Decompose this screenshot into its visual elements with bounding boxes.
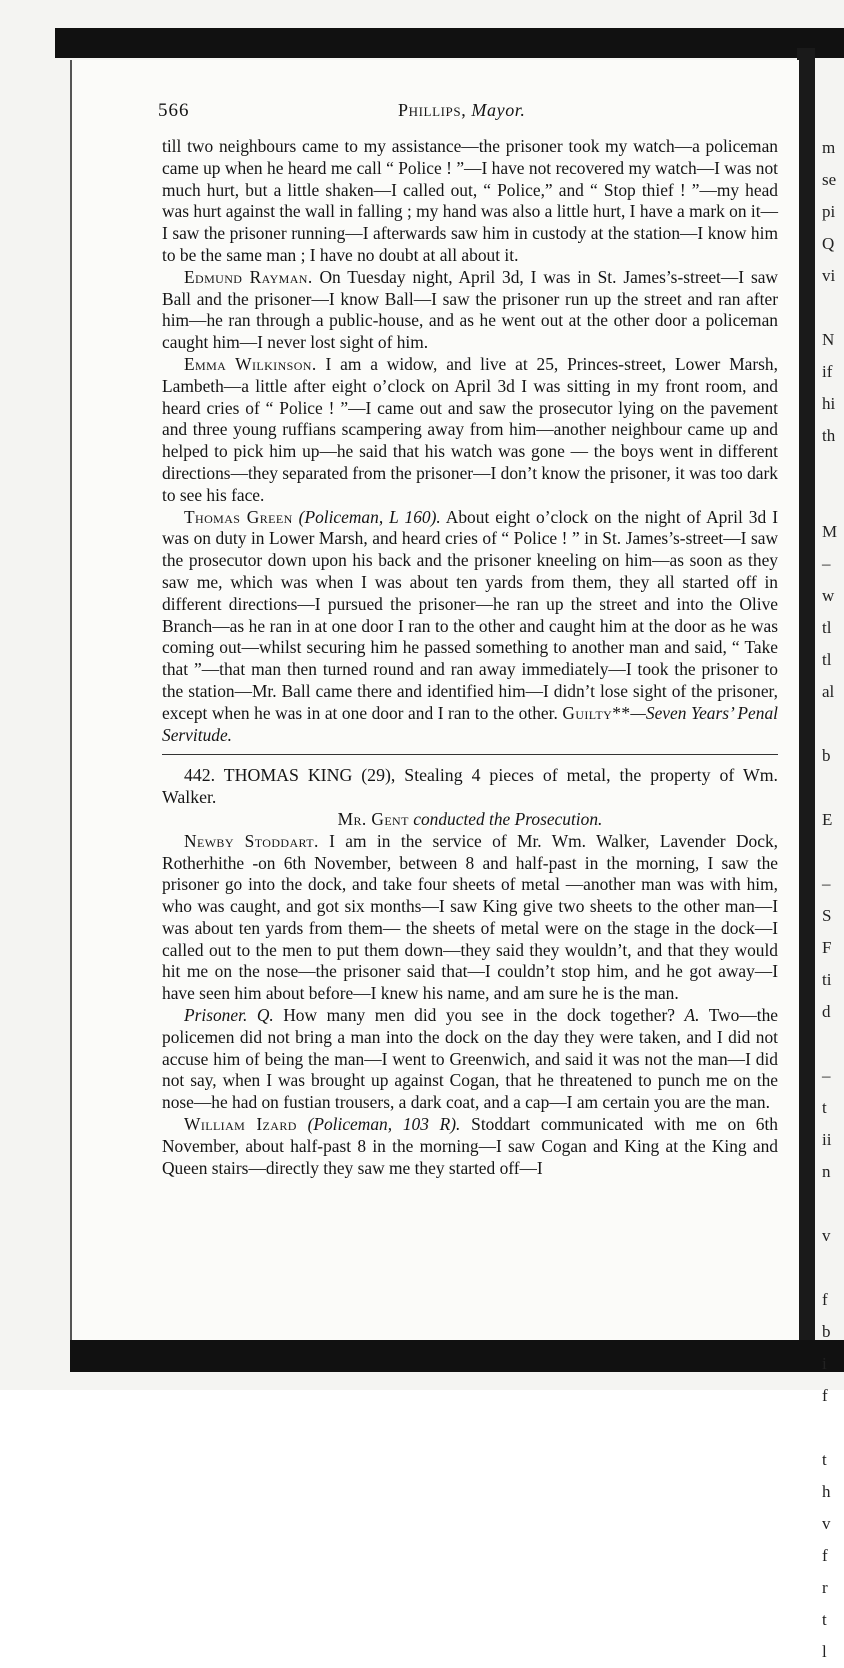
verdict-label: Guilty** [562,702,631,723]
adjacent-page-fragment: ii [822,1130,832,1149]
adjacent-page-fragment [822,708,844,740]
adjacent-page-fragment: h [822,1482,831,1501]
adjacent-page-fragment: E [822,810,833,829]
continuation-paragraph: till two neighbours came to my assistance—the prisoner took my watch—a policeman came up when he heard me call “ Police ! ”—I have not recovered my watch—I was not much hurt, but a little shaken—I called out, “ Police,” and “ Stop thief ! ”—my head was hurt against the wall in falling ; my hand was also a little hurt, I have a mark on it—I saw the prisoner running—I afterwards saw him in custody at the station—I know him to be the same man ; I have no doubt at all about it. [162,136,778,265]
adjacent-page-fragment: l [822,1642,827,1661]
running-head-name: Phillips, [398,100,467,120]
adjacent-page-fragment: t [822,1610,827,1629]
rayman-testimony [162,267,778,354]
witness-name: William Izard [184,1114,297,1135]
adjacent-page-fragment: t [822,1450,827,1469]
running-head [398,100,526,122]
adjacent-page-fragment: v [822,1514,831,1533]
adjacent-page-fragment: F [822,938,832,957]
answer-label: A. [684,1005,700,1026]
adjacent-page-fragment: th [822,426,836,445]
adjacent-page-fragment: – [822,874,831,893]
adjacent-page-fragment: f [822,1546,828,1565]
answer-text: Two—the policemen did not bring a man into the dock on the day they were taken, and I did not accuse him of being the man—I went to Greenwich, and said it was not the man—I did not say, when I was brought up against Cogan, that he threatened to punch me on the nose—he had on fustian trousers, a dark coat, and a cap—I am certain you are the man. [162,1005,778,1113]
verdict-sentence: —Seven Years’ Penal Servitude. [162,702,778,745]
wilkinson-testimony [162,354,778,507]
adjacent-page-fragment [822,836,844,868]
adjacent-page-fragment [822,1412,844,1444]
adjacent-page-fragment: – [822,554,831,573]
adjacent-page-fragment: al [822,682,835,701]
counsel-line [162,809,778,831]
book-spine [797,48,815,1348]
adjacent-page-fragments [822,132,844,1661]
adjacent-page-fragment: w [822,586,835,605]
adjacent-page-fragment: f [822,1386,828,1405]
counsel-text: conducted the Prosecution. [413,808,603,829]
adjacent-page-fragment [822,452,844,484]
counsel-name: Mr. Gent [337,808,409,829]
adjacent-page-fragment: vi [822,266,836,285]
witness-name: Edmund Rayman. [184,266,313,287]
adjacent-page-fragment: f [822,1290,828,1309]
green-testimony [162,507,778,747]
witness-name: Newby Stoddart. [184,830,319,851]
top-scan-edge [55,28,844,58]
adjacent-page-fragment: t [822,1098,827,1117]
adjacent-page-fragment: if [822,362,833,381]
adjacent-page-fragment: tl [822,650,832,669]
witness-name: Thomas Green [184,506,293,527]
adjacent-page-fragment: b [822,1322,831,1341]
adjacent-page-fragment: b [822,746,831,765]
adjacent-page-fragment: M [822,522,838,541]
adjacent-page-fragment: ti [822,970,832,989]
adjacent-page-fragment [822,292,844,324]
question-text: How many men did you see in the dock together? [283,1005,675,1026]
adjacent-page-fragment [822,1252,844,1284]
adjacent-page-fragment [822,484,844,516]
prisoner-label: Prisoner. [184,1005,248,1026]
adjacent-page-fragment: hi [822,394,836,413]
adjacent-page-fragment: v [822,1226,831,1245]
adjacent-page-fragment: pi [822,202,836,221]
witness-name: Emma Wilkinson. [184,353,317,374]
page-header [158,100,778,136]
adjacent-page-fragment: S [822,906,832,925]
testimony-text: Stoddart communicated with me on 6th November, about half-past 8 in the morning—I saw Cogan and King at the King and Queen stairs—directly they saw me they started off—I [162,1114,778,1178]
testimony-text: About eight o’clock on the night of April 3d I was on duty in Lower Marsh, and heard cries of “ Police ! ” in St. James’s-street—I saw the prosecutor down upon his back and the prisoner kneeling on him—as soon as they saw me, which was when I was about ten yards from them, they all started off in different directions—I pursued the prisoner—he ran up the street and into the Olive Branch—as he ran in at one door I ran to the other and caught him at the door as he was coming out—whilst securing him he passed something to another man and said, “ Take that ”—that man then turned round and ran away immediately—I took the prisoner to the station—Mr. Ball came there and identified him—I didn’t lose sight of the prisoner, except when he was in at one door and I ran to the other. [162,506,778,723]
adjacent-page-fragment: m [822,138,836,157]
adjacent-page-fragment: d [822,1002,831,1021]
stoddart-testimony [162,831,778,1005]
prisoner-question [162,1005,778,1114]
adjacent-page-fragment [822,1188,844,1220]
testimony-text: On Tuesday night, April 3d, I was in St. James’s-street—I saw Ball and the prisoner—I know Ball—I saw the prisoner run up the street and ran after him—he ran through a public-house, and as he went out at the other door a policeman caught him—I never lost sight of him. [162,266,778,353]
adjacent-page-fragment: tl [822,618,832,637]
adjacent-page-fragment: n [822,1162,831,1181]
adjacent-page-fragment: r [822,1578,828,1597]
adjacent-page-fragment: N [822,330,835,349]
adjacent-page-fragment [822,772,844,804]
case-divider [162,754,778,755]
adjacent-page-fragment: Q [822,234,835,253]
case-heading: 442. THOMAS KING (29), Stealing 4 pieces of metal, the property of Wm. Walker. [162,765,778,808]
witness-role: (Policeman, 103 R). [307,1114,461,1135]
running-head-title: Mayor. [471,100,526,120]
adjacent-page-fragment [822,1028,844,1060]
page-number: 566 [158,100,190,121]
testimony-text: I am a widow, and live at 25, Princes-street, Lower Marsh, Lambeth—a little after eight o’clock on April 3d I was sitting in my front room, and heard cries of “ Police ! ”—I came out and saw the prosecutor lying on the pavement and three young ruffians scampering away from him—another neighbour came up and helped to pick him up—he said that his watch was gone — the boys went in different directions—they separated from the prisoner—I don’t know the prisoner, it was too dark to see his face. [162,353,778,505]
witness-role: (Policeman, L 160). [298,506,441,527]
adjacent-page-fragment: – [822,1066,831,1085]
izard-testimony [162,1114,778,1179]
page-content [158,100,778,1179]
bottom-scan-edge [70,1340,844,1372]
question-label: Q. [256,1005,274,1026]
adjacent-page-fragment: se [822,170,837,189]
adjacent-page-fragment: i [822,1354,827,1373]
testimony-text: I am in the service of Mr. Wm. Walker, Lavender Dock, Rotherhithe -on 6th November, between 8 and half-past in the morning, I saw the prisoner go into the dock, and take four sheets of metal —another man was with him, who was caught, and got six months—I saw King give two sheets to the other man—I was about ten yards from them— the sheets of metal were on the stage in the dock—I called out to the men to put them down—they said they wouldn’t, and that they would hit me on the nose—the prisoner said that—I couldn’t stop him, and he got away—I have seen him about before—I knew his name, and am sure he is the man. [162,830,778,1004]
